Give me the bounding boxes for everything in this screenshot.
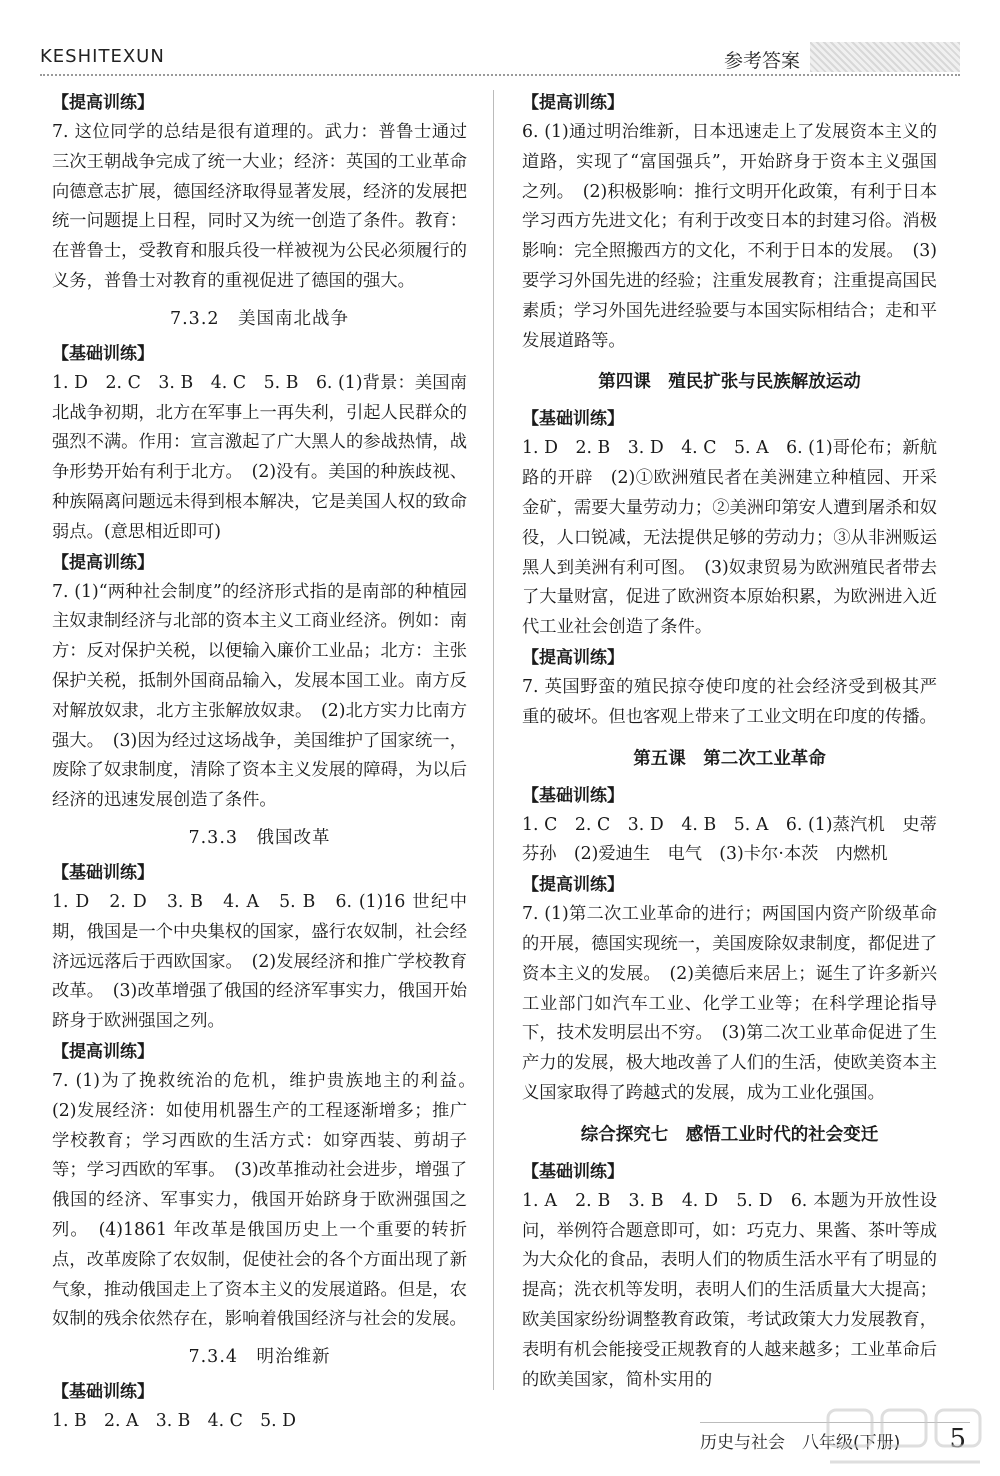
answer-paragraph: 1. C 2. C 3. D 4. B 5. A 6. (1)蒸汽机 史蒂芬孙 (2)爱迪生 电气 (3)卡尔·本茨 内燃机	[522, 814, 937, 865]
right-column	[522, 88, 937, 1395]
answer-paragraph: 7. 英国野蛮的殖民掠夺使印度的社会经济受到极其严重的破坏。但也客观上带来了工业文明在印度的传播。	[522, 676, 937, 727]
answer-paragraph: 1. B 2. A 3. B 4. C 5. D	[52, 1411, 296, 1432]
answer-paragraph: 7. 这位同学的总结是很有道理的。武力：普鲁士通过三次王朝战争完成了统一大业；经济：英国的工业革命向德意志扩展，德国经济取得显著发展，经济的发展把统一问题提上日程，同时又为统一创造了条件。教育：在普鲁士，受教育和服兵役一样被视为公民必须履行的义务，普鲁士对教育的重视促进了德国的强大。	[52, 122, 467, 291]
answer-paragraph: 6. (1)通过明治维新，日本迅速走上了发展资本主义的道路，实现了“富国强兵”，开始跻身于资本主义强国之列。 (2)积极影响：推行文明开化政策，有利于日本学习西方先进文化；有利于改变日本的封建习俗。消极影响：完全照搬西方的文化，不利于日本的发展。 (3)要学习外国先进的经验；注重发展教育；注重提高国民素质；学习外国先进经验要与本国实际相结合；走和平发展道路等。	[522, 122, 937, 351]
lesson-heading: 第五课 第二次工业革命	[633, 748, 826, 769]
footer-subject: 历史与社会 八年级(下册)	[700, 1433, 901, 1453]
section-heading: 7.3.3 俄国改革	[188, 827, 331, 848]
answer-paragraph: 7. (1)为了挽救统治的危机，维护贵族地主的利益。 (2)发展经济：如使用机器生产的工程逐渐增多；推广学校教育；学习西欧的生活方式：如穿西装、剪胡子等；学习西欧的军事。 (3)改革推动社会进步，增强了俄国的经济、军事实力，俄国开始跻身于欧洲强国之列。 (4)1861 年改革是俄国历史上一个重要的转折点，改革废除了农奴制，促使社会的各个方面出现了新气象，推动俄国走上了资本主义的发展道路。但是，农奴制的残余依然存在，影响着俄国经济与社会的发展。	[52, 1070, 485, 1330]
exercise-label: 【基础训练】	[52, 1382, 154, 1403]
left-column	[52, 88, 485, 1437]
column-divider	[493, 90, 494, 1390]
header-decoration	[810, 42, 960, 72]
section-heading: 7.3.2 美国南北战争	[169, 308, 350, 329]
answer-paragraph: 1. D 2. B 3. D 4. C 5. A 6. (1)哥伦布；新航路的开辟 (2)①欧洲殖民者在美洲建立种植园、开采金矿，需要大量劳动力；②美洲印第安人遭到屠杀和奴役，人口锐减，无法提供足够的劳动力；③从非洲贩运黑人到美洲有利可图。 (3)奴隶贸易为欧洲殖民者带去了大量财富，促进了欧洲资本原始积累，为欧洲进入近代工业社会创造了条件。	[522, 438, 937, 638]
section-heading: 7.3.4 明治维新	[188, 1347, 331, 1368]
exercise-label: 【基础训练】	[522, 785, 624, 806]
page-header	[40, 42, 960, 82]
answer-paragraph: 7. (1)“两种社会制度”的经济形式指的是南部的种植园主奴隶制经济与北部的资本主义工商业经济。例如：南方：反对保护关税，以便输入廉价工业品；北方：主张保护关税，抵制外国商品输入，发展本国工业。南方反对解放奴隶，北方主张解放奴隶。 (2)北方实力比南方强大。 (3)因为经过这场战争，美国维护了国家统一，废除了奴隶制度，清除了资本主义发展的障碍，为以后经济的迅速发展创造了条件。	[52, 581, 467, 811]
exercise-label: 【基础训练】	[52, 343, 154, 364]
exercise-label: 【提高训练】	[522, 647, 624, 668]
brand-label: KESHITEXUN	[40, 46, 165, 67]
exercise-label: 【提高训练】	[522, 93, 624, 113]
watermark-logo	[820, 1404, 990, 1474]
header-divider	[40, 74, 960, 76]
answer-paragraph: 1. D 2. D 3. B 4. A 5. B 6. (1)16 世纪中期，俄国是一个中央集权的国家，盛行农奴制，社会经济远远落后于西欧国家。 (2)发展经济和推广学校教育改革。 (3)改革增强了俄国的经济军事实力，俄国开始跻身于欧洲强国之列。	[52, 891, 467, 1032]
header-title: 参考答案	[723, 50, 800, 72]
answer-paragraph: 1. D 2. C 3. B 4. C 5. B 6. (1)背景：美国南北战争初期，北方在军事上一再失利，引起人民群众的强烈不满。作用：宣言激起了广大黑人的参战热情，战争形势开始有利于北方。 (2)没有。美国的种族歧视、种族隔离问题远未得到根本解决，它是美国人权的致命弱点。(意思相近即可)	[52, 372, 467, 542]
answer-paragraph: 1. A 2. B 3. B 4. D 5. D 6. 本题为开放性设问，举例符合题意即可，如：巧克力、果酱、茶叶等成为大众化的食品，表明人们的物质生活水平有了明显的提高；洗衣机等发明，表明人们的生活质量大大提高；欧美国家纷纷调整教育政策，考试政策大力发展教育，表明有机会能接受正规教育的人越来越多；工业革命后的欧美国家，简朴实用的	[522, 1190, 937, 1390]
exercise-label: 【提高训练】	[52, 93, 154, 113]
lesson-heading: 第四课 殖民扩张与民族解放运动	[598, 372, 861, 393]
page-number: 5	[949, 1424, 966, 1454]
answer-paragraph: 7. (1)第二次工业革命的进行；两国国内资产阶级革命的开展，德国实现统一，美国废除奴隶制度，都促进了资本主义的发展。 (2)美德后来居上；诞生了许多新兴工业部门如汽车工业、化学工业等；在科学理论指导下，技术发明层出不穷。 (3)第二次工业革命促进了生产力的发展，极大地改善了人们的生活，使欧美资本主义国家取得了跨越式的发展，成为工业化强国。	[522, 904, 937, 1103]
exercise-label: 【提高训练】	[52, 552, 154, 573]
exercise-label: 【基础训练】	[522, 1161, 624, 1182]
exercise-label: 【提高训练】	[522, 875, 624, 896]
exercise-label: 【提高训练】	[52, 1041, 154, 1062]
lesson-heading: 综合探究七 感悟工业时代的社会变迁	[580, 1124, 879, 1145]
exercise-label: 【基础训练】	[52, 862, 154, 883]
exercise-label: 【基础训练】	[522, 409, 624, 430]
